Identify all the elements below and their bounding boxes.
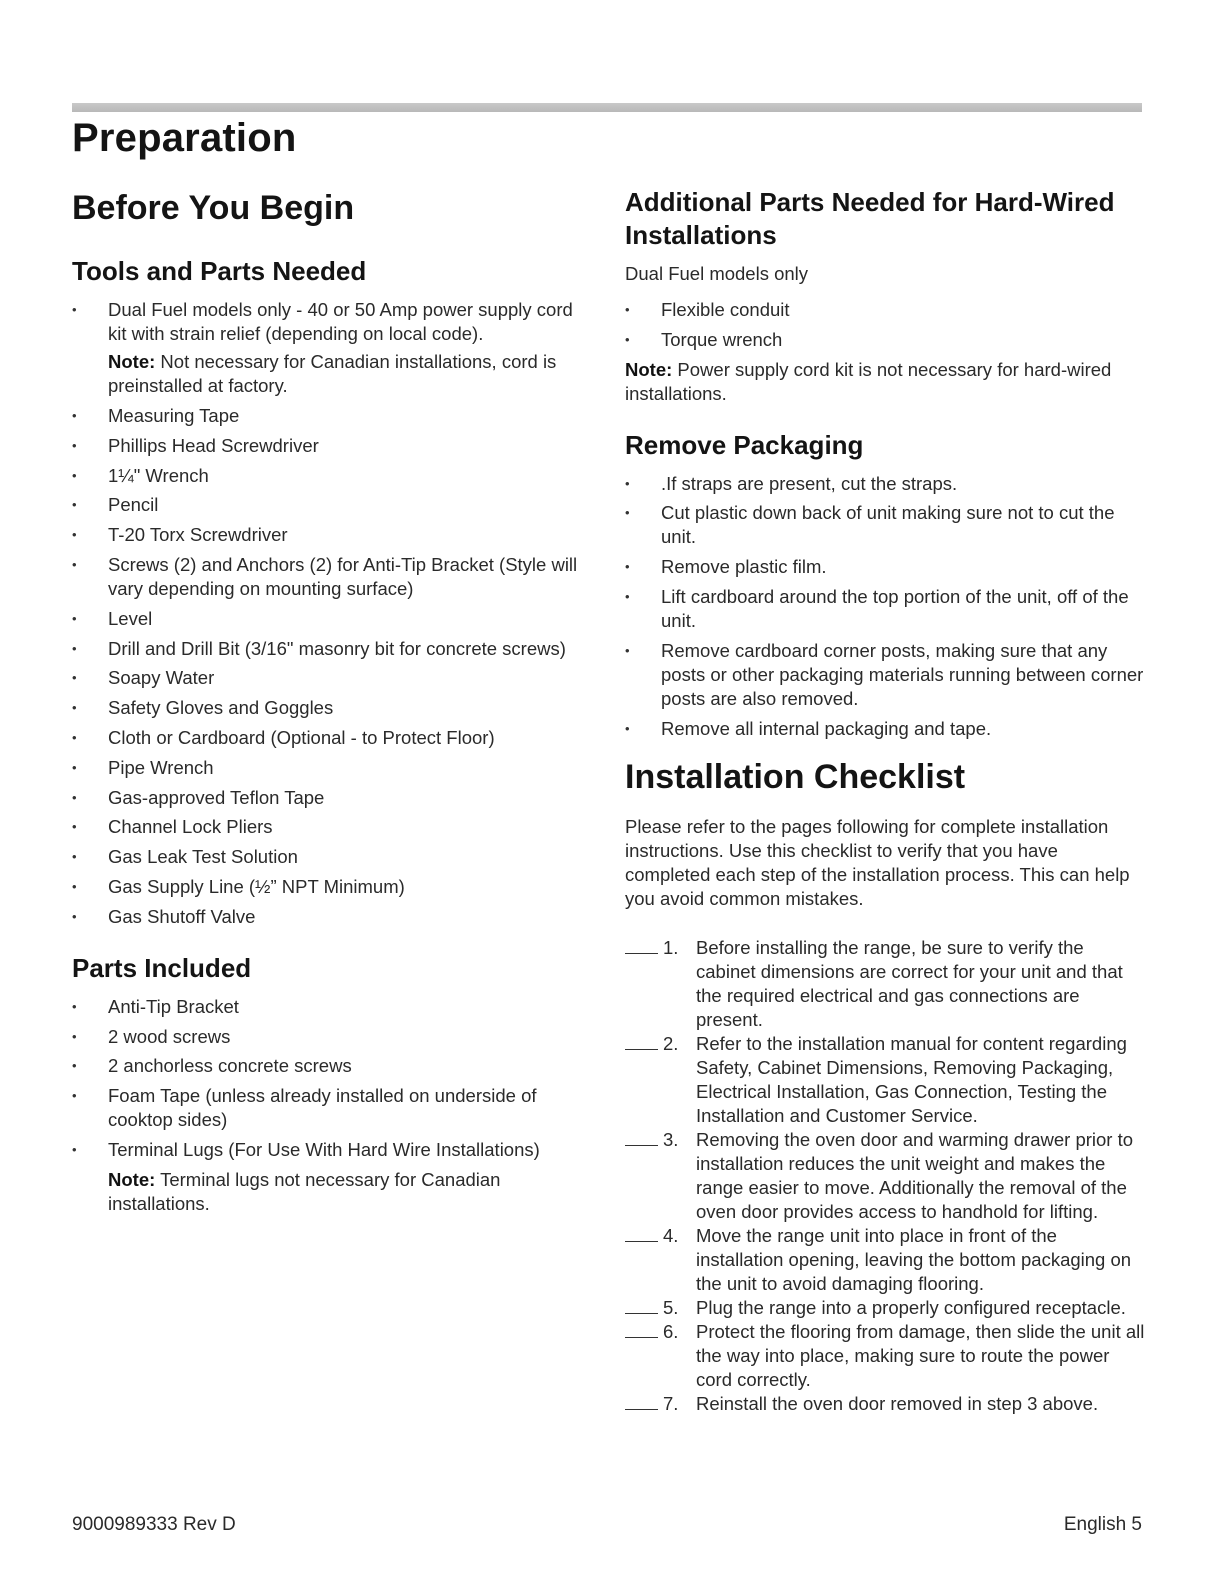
page-title: Preparation [72,116,297,160]
tools-heading: Tools and Parts Needed [72,256,367,286]
list-item: • 1¼" Wrench [72,464,592,488]
checkbox-blank[interactable] [625,1145,658,1146]
step-text: Protect the flooring from damage, then slide the unit all the way into place, making sure to route the power cord correctly. [696,1320,1145,1390]
checklist-step [625,1296,1145,1320]
tools-note [108,350,592,398]
note-label: Note: [108,1168,156,1190]
step-text: Before installing the range, be sure to verify the cabinet dimensions are correct for your unit and that the required electrical and gas connections are present. [696,936,1123,1030]
list-item: • Level [72,607,592,631]
step-text: Removing the oven door and warming drawer prior to installation reduces the unit weight and makes the range easier to move. Additionally the removal of the oven door provides access to handhold for lifting. [696,1128,1134,1222]
list-item: • Lift cardboard around the top portion of the unit, off of the unit. [625,585,1145,633]
list-item: • 2 anchorless concrete screws [72,1054,592,1078]
list-item: • Cloth or Cardboard (Optional - to Protect Floor) [72,726,592,750]
before-you-begin-heading: Before You Begin [72,189,355,227]
parts-included-list [72,995,592,1162]
list-item: • Screws (2) and Anchors (2) for Anti-Tip Bracket (Style will vary depending on mounting surface) [72,553,592,601]
list-item: • Cut plastic down back of unit making sure not to cut the unit. [625,501,1145,549]
checkbox-blank[interactable] [625,1049,658,1050]
remove-packaging-heading: Remove Packaging [625,429,864,460]
hard-wired-list [625,298,1145,352]
checkbox-blank[interactable] [625,1313,658,1314]
list-item: • 2 wood screws [72,1025,592,1049]
list-item: • Flexible conduit [625,298,1145,322]
right-column [625,186,1145,1416]
step-text: Move the range unit into place in front of the installation opening, leaving the bottom packaging on the unit to avoid damaging flooring. [696,1224,1132,1294]
list-item: • Foam Tape (unless already installed on underside of cooktop sides) [72,1084,592,1132]
checklist-heading: Installation Checklist [625,757,966,796]
checklist-step [625,1128,1145,1224]
checkbox-blank[interactable] [625,953,658,954]
list-item: • Gas-approved Teflon Tape [72,786,592,810]
list-item [72,298,592,398]
checklist-step [625,936,1145,1032]
step-number: 1. [663,936,679,958]
note-label: Note: [625,358,673,380]
hard-wired-note [625,358,1145,406]
checklist-step [625,1224,1145,1296]
left-column [72,184,592,1222]
list-item: • Torque wrench [625,328,1145,352]
list-item: • Gas Leak Test Solution [72,845,592,869]
step-number: 4. [663,1224,679,1246]
hard-wired-heading: Additional Parts Needed for Hard-Wired Installations [625,187,1115,250]
list-item: • .If straps are present, cut the straps. [625,472,1145,496]
list-item: • Terminal Lugs (For Use With Hard Wire Installations) [72,1138,592,1162]
list-item: • Remove all internal packaging and tape. [625,717,1145,741]
step-number: 6. [663,1320,679,1342]
checklist-step [625,1320,1145,1392]
checklist [625,936,1145,1416]
list-item: • Anti-Tip Bracket [72,995,592,1019]
step-text: Plug the range into a properly configured receptacle. [696,1296,1126,1318]
header-rule [72,103,1142,112]
list-item: • Measuring Tape [72,404,592,428]
note-text: Terminal lugs not necessary for Canadian installations. [108,1168,501,1214]
list-item-text: Dual Fuel models only - 40 or 50 Amp power supply cord kit with strain relief (depending on local code). [108,299,573,344]
parts-included-note [72,1168,592,1216]
list-item: • Soapy Water [72,666,592,690]
checkbox-blank[interactable] [625,1337,658,1338]
step-number: 3. [663,1128,679,1150]
tools-list [72,298,592,929]
checkbox-blank[interactable] [625,1241,658,1242]
footer-doc-number: 9000989333 Rev D [72,1514,236,1535]
step-number: 5. [663,1296,679,1318]
list-item: • Gas Shutoff Valve [72,905,592,929]
parts-included-heading: Parts Included [72,952,252,983]
checkbox-blank[interactable] [625,1409,658,1410]
list-item: • T-20 Torx Screwdriver [72,523,592,547]
list-item: • Remove plastic film. [625,555,1145,579]
list-item: • Phillips Head Screwdriver [72,434,592,458]
note-label: Note: [108,351,156,372]
hard-wired-intro: Dual Fuel models only [625,263,809,284]
checklist-step [625,1032,1145,1128]
list-item: • Drill and Drill Bit (3/16" masonry bit for concrete screws) [72,637,592,661]
step-number: 2. [663,1032,679,1054]
list-item: • Channel Lock Pliers [72,815,592,839]
footer-page-label: English 5 [1063,1514,1142,1535]
note-text: Power supply cord kit is not necessary for hard-wired installations. [625,358,1112,404]
note-text: Not necessary for Canadian installations, cord is preinstalled at factory. [108,351,557,396]
list-item: • Pencil [72,493,592,517]
step-number: 7. [663,1392,679,1414]
step-text: Refer to the installation manual for content regarding Safety, Cabinet Dimensions, Removing Packaging, Electrical Installation, Gas Connection, Testing the Installation and Customer Service. [696,1032,1127,1126]
checklist-step [625,1392,1145,1416]
list-item: • Remove cardboard corner posts, making sure that any posts or other packaging materials running between corner posts are also removed. [625,639,1145,711]
list-item: • Safety Gloves and Goggles [72,696,592,720]
remove-packaging-list [625,472,1145,741]
checklist-intro: Please refer to the pages following for complete installation instructions. Use this checklist to verify that you have completed each step of the installation process. This can help you avoid common mistakes. [625,815,1130,909]
step-text: Reinstall the oven door removed in step 3 above. [696,1392,1099,1414]
list-item: • Pipe Wrench [72,756,592,780]
list-item: • Gas Supply Line (½” NPT Minimum) [72,875,592,899]
